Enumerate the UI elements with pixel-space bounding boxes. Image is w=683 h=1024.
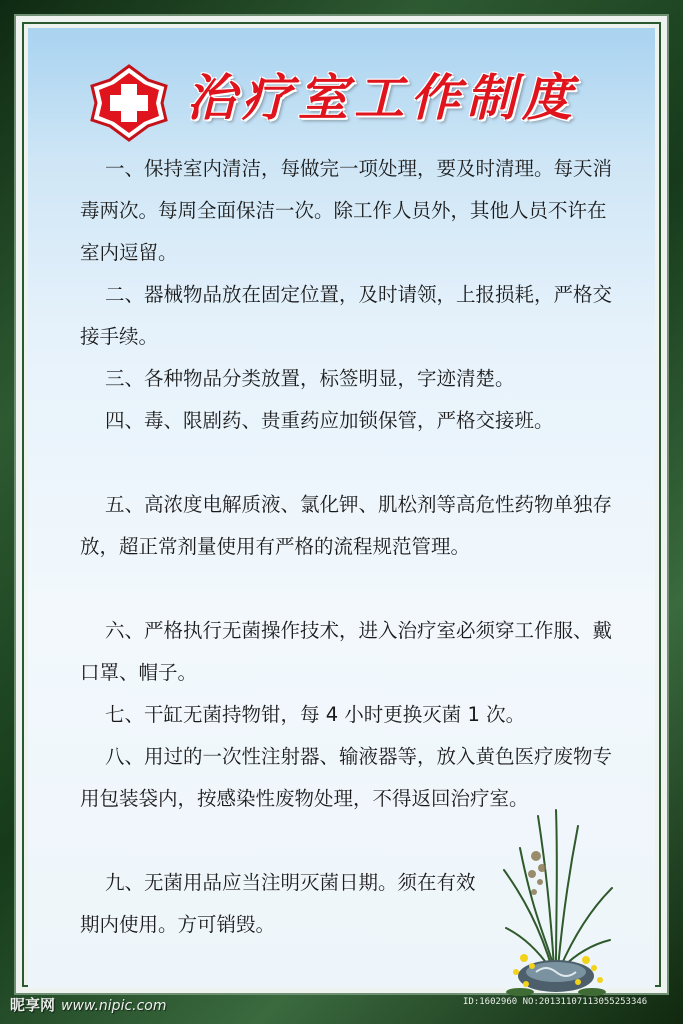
image-id-text: ID:1602960 NO:20131107113055253346 — [463, 997, 648, 1007]
rule-item-3: 三、各种物品分类放置，标签明显，字迹清楚。 — [105, 367, 515, 390]
rule-item-6: 六、严格执行无菌操作技术，进入治疗室必须穿工作服、戴口罩、帽子。 — [80, 619, 613, 684]
page-title: 治疗室工作制度 — [186, 68, 578, 127]
rule-item-1: 一、保持室内清洁，每做完一项处理，要及时清理。每天消毒两次。每周全面保洁一次。除工作人员外，其他人员不许在室内逗留。 — [80, 157, 613, 264]
watermark-text — [10, 994, 167, 1015]
rule-item-2: 二、器械物品放在固定位置，及时请领，上报损耗，严格交接手续。 — [80, 283, 613, 348]
rule-item-5: 五、高浓度电解质液、氯化钾、肌松剂等高危性药物单独存放，超正常剂量使用有严格的流程规范管理。 — [80, 493, 613, 558]
rule-item-8: 八、用过的一次性注射器、输液器等，放入黄色医疗废物专用包装袋内，按感染性废物处理，不得返回治疗室。 — [80, 745, 613, 810]
rule-item-9: 九、无菌用品应当注明灭菌日期。须在有效期内使用。方可销毁。 — [80, 871, 476, 936]
red-cross-icon — [90, 64, 168, 142]
rule-item-7: 七、干缸无菌持物钳，每 4 小时更换灭菌 1 次。 — [105, 703, 526, 726]
rule-item-4: 四、毒、限剧药、贵重药应加锁保管，严格交接班。 — [105, 409, 554, 432]
potted-plant-icon — [496, 808, 616, 998]
watermark-brand: 昵享网 — [10, 996, 56, 1014]
watermark-site: www.nipic.com — [61, 998, 167, 1014]
